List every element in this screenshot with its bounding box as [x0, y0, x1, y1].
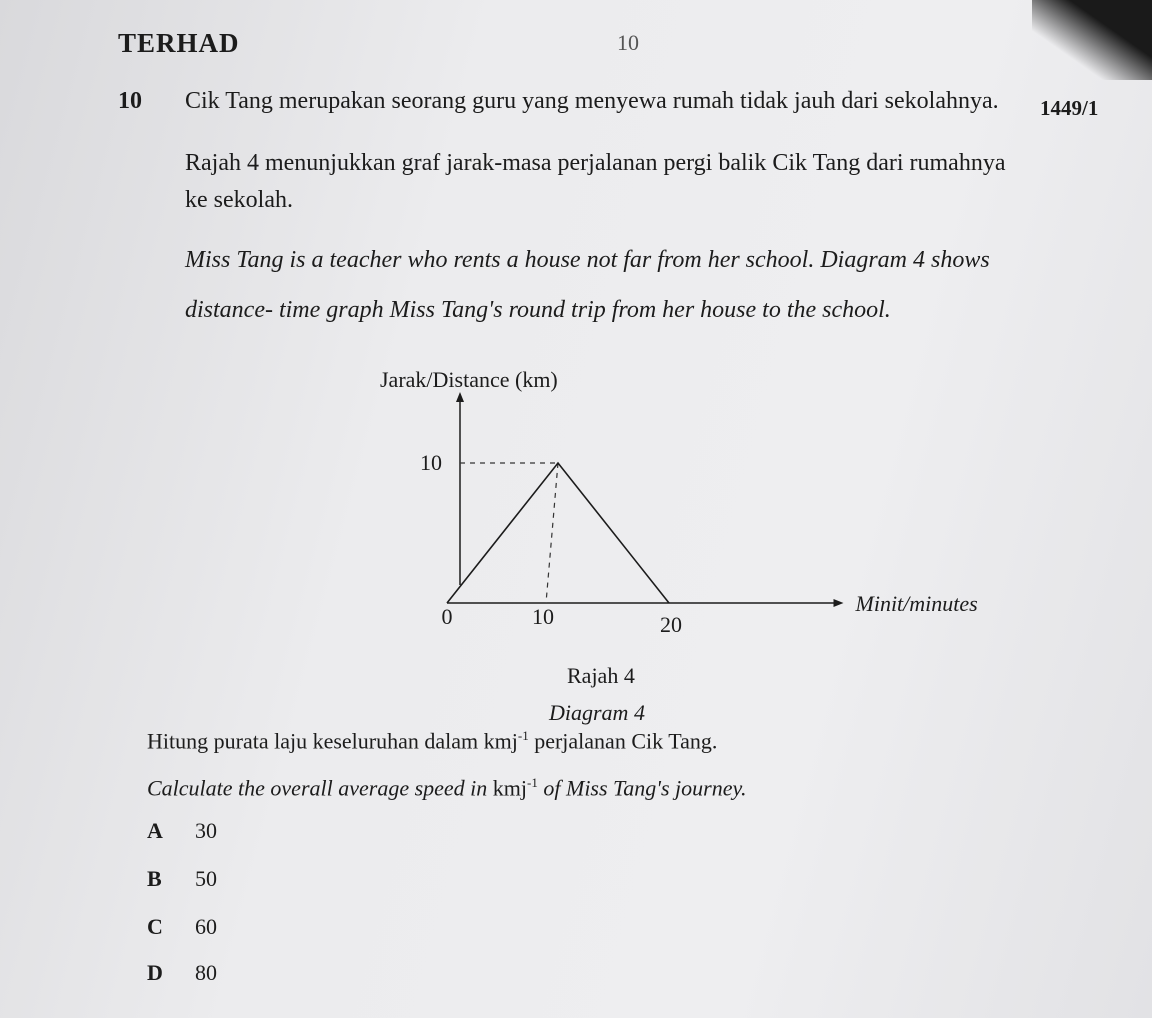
page-number: 10 [617, 30, 639, 55]
option-a[interactable] [147, 818, 217, 844]
x-tick-label: 20 [660, 612, 682, 637]
x-tick-label: 0 [441, 604, 453, 629]
instruction-english [147, 775, 747, 801]
distance-time-graph [360, 360, 1020, 650]
instruction-malay-text-1: Hitung purata laju keseluruhan dalam [147, 728, 484, 754]
y-axis-label: Jarak/Distance (km) [380, 367, 558, 392]
unit-base: kmj [483, 728, 518, 754]
unit-base: kmj [492, 775, 528, 801]
question-malay-line-3: ke sekolah. [185, 187, 293, 213]
option-value: 50 [195, 866, 217, 891]
x-tick-label: 10 [532, 604, 554, 629]
option-d[interactable] [147, 960, 217, 986]
option-letter: C [147, 914, 163, 939]
header-restricted-label: TERHAD [118, 28, 240, 58]
instruction-malay-text-2: perjalanan Cik Tang. [528, 728, 718, 754]
y-tick-label: 10 [420, 450, 442, 475]
question-english-line-2: distance- time graph Miss Tang's round trip from her house to the school. [185, 297, 891, 323]
x-axis-label: Minit/minutes [855, 591, 978, 616]
series-line [447, 463, 669, 603]
instruction-malay [147, 728, 717, 754]
unit-exponent: -1 [527, 775, 538, 790]
option-b[interactable] [147, 866, 217, 892]
diagram-caption-english: Diagram 4 [549, 700, 645, 725]
guide-vertical [546, 463, 558, 603]
question-number: 10 [118, 88, 142, 114]
question-english-line-1: Miss Tang is a teacher who rents a house not far from her school. Diagram 4 shows [185, 247, 990, 273]
paper-code: 1449/1 [1040, 96, 1099, 120]
instruction-english-text-1: Calculate the overall average speed in [147, 775, 493, 801]
option-value: 60 [195, 914, 217, 939]
unit-exponent: -1 [517, 728, 529, 743]
option-letter: B [147, 866, 162, 891]
option-letter: D [147, 960, 163, 985]
option-value: 80 [195, 960, 217, 985]
y-axis-arrow [456, 392, 464, 402]
question-malay-line-2: Rajah 4 menunjukkan graf jarak-masa perjalanan pergi balik Cik Tang dari rumahnya [185, 150, 1006, 176]
option-c[interactable] [147, 914, 217, 940]
x-axis-arrow [834, 599, 844, 607]
question-malay-line-1: Cik Tang merupakan seorang guru yang menyewa rumah tidak jauh dari sekolahnya. [185, 88, 999, 114]
shadow-corner [1032, 0, 1152, 80]
option-letter: A [147, 818, 163, 843]
diagram-caption-malay: Rajah 4 [567, 663, 635, 688]
instruction-english-text-2: of Miss Tang's journey. [537, 775, 747, 801]
option-value: 30 [195, 818, 217, 843]
